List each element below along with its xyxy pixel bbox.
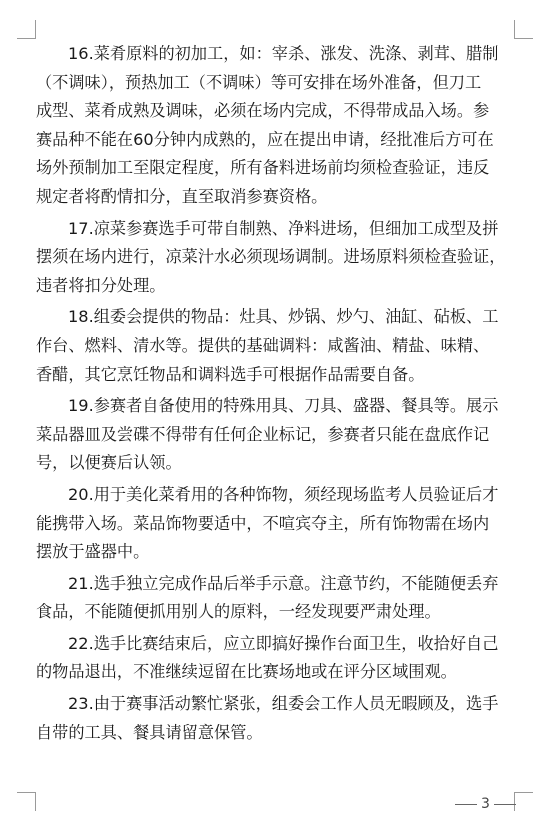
text-line: 摆放于盛器中。: [36, 542, 150, 562]
text-line: 19.参赛者自备使用的特殊用具、刀具、盛器、餐具等。展示: [68, 396, 499, 416]
rule-item-23: [36, 690, 514, 747]
footer-dash-left: [455, 804, 477, 805]
text-line: 17.凉菜参赛选手可带自制熟、净料进场，但细加工成型及拼: [68, 218, 499, 238]
text-line: 成型、菜肴成熟及调味，必须在场内完成，不得带成品入场。参: [36, 101, 490, 121]
text-line: 号，以便赛后认领。: [36, 453, 182, 473]
rule-item-19: [36, 392, 514, 478]
rule-item-21: [36, 570, 514, 627]
text-line: 菜品器皿及尝碟不得带有任何企业标记，参赛者只能在盘底作记: [36, 424, 490, 444]
crop-mark-bottom-left: [17, 792, 36, 811]
text-line: 18.组委会提供的物品：灶具、炒锅、炒勺、油缸、砧板、工: [68, 307, 499, 327]
text-line: 自带的工具、餐具请留意保管。: [36, 722, 263, 742]
page-number-footer: [455, 796, 539, 812]
text-line: 的物品退出，不准继续逗留在比赛场地或在评分区域围观。: [36, 662, 457, 682]
text-line: （不调味），预热加工（不调味）等可安排在场外准备，但刀工: [36, 72, 482, 92]
text-line: 场外预制加工至限定程度，所有备料进场前均须检查验证，违反: [36, 158, 490, 178]
text-line: 赛品种不能在60分钟内成熟的，应在提出申请，经批准后方可在: [36, 129, 494, 149]
text-line: 23.由于赛事活动繁忙紧张，组委会工作人员无暇顾及，选手: [68, 694, 499, 714]
text-line: 作台、燃料、清水等。提供的基础调料：咸酱油、精盐、味精、: [36, 335, 490, 355]
text-line: 22.选手比赛结束后，应立即搞好操作台面卫生，收拾好自己: [68, 633, 499, 653]
rule-item-20: [36, 481, 514, 567]
rule-item-18: [36, 303, 514, 389]
crop-mark-top-right: [514, 20, 533, 39]
text-line: 16.菜肴原料的初加工，如：宰杀、涨发、洗涤、剥茸、腊制: [68, 44, 499, 63]
rule-item-17: [36, 215, 514, 301]
page-number: 3: [481, 796, 490, 812]
text-line: 香醋，其它烹饪物品和调料选手可根据作品需要自备。: [36, 364, 425, 384]
text-line: 能携带入场。菜品饰物要适中，不喧宾夺主，所有饰物需在场内: [36, 513, 490, 533]
text-line: 20.用于美化菜肴用的各种饰物，须经现场监考人员验证后才: [68, 484, 499, 504]
text-line: 21.选手独立完成作品后举手示意。注意节约，不能随便丢弃: [68, 573, 499, 593]
text-line: 违者将扣分处理。: [36, 275, 166, 295]
rule-item-16: [36, 40, 514, 212]
crop-mark-top-left: [17, 20, 36, 39]
text-line: 摆须在场内进行，凉菜汁水必须现场调制。进场原料须检查验证，: [36, 247, 506, 267]
footer-dash-right: [494, 804, 516, 805]
rule-item-22: [36, 630, 514, 687]
document-body: [36, 40, 514, 750]
text-line: 食品，不能随便抓用别人的原料，一经发现要严肃处理。: [36, 602, 441, 622]
text-line: 规定者将酌情扣分，直至取消参赛资格。: [36, 186, 328, 206]
